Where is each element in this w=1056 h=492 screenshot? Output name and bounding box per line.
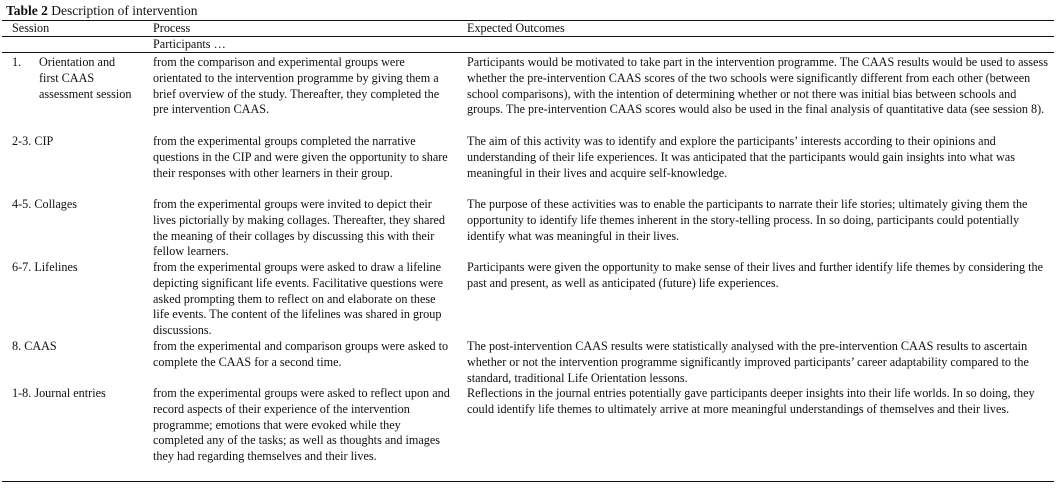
- outcome-cell: The aim of this activity was to identify and explore the participants’ interests according to their opinions and understanding of their life experiences. It was anticipated that the participants would gain insights into what was meaningful in their lives and acquire self-knowledge.: [467, 134, 1015, 180]
- table-caption: [6, 3, 198, 19]
- table-title: Description of intervention: [51, 3, 198, 18]
- outcome-cell: Reflections in the journal entries potentially gave participants deeper insights into their life worlds. In so doing, they could identify life themes to ultimately arrive at more meaningful understandings of themselves and their lives.: [467, 386, 1035, 416]
- outcome-cell: The purpose of these activities was to enable the participants to narrate their life stories; ultimately giving them the opportunity to identify life themes inherent in the story-telling process. In so doing, participants could potentially identify what was meaningful in their lives.: [467, 197, 1028, 243]
- session-label: 6-7. Lifelines: [12, 260, 78, 274]
- outcome-cell: Participants were given the opportunity to make sense of their lives and further identify life themes by considering the past and present, as well as anticipated (future) life experiences.: [467, 260, 1044, 290]
- session-label: Orientation and first CAAS assessment session: [39, 55, 132, 101]
- process-cell: from the experimental groups were asked to reflect upon and record aspects of their experience of the intervention programme; emotions that were evoked while they completed any of the tasks; as well as thoughts and images they had regarding themselves and their lives.: [153, 386, 450, 464]
- process-cell: from the experimental and comparison groups were asked to complete the CAAS for a second time.: [153, 339, 449, 369]
- session-label: 4-5. Collages: [12, 197, 77, 211]
- outcome-cell: The post-intervention CAAS results were statistically analysed with the pre-intervention CAAS results to ascertain whether or not the intervention programme significantly improved participants’ career adaptability compared to the standard, traditional Life Orientation lessons.: [467, 339, 1029, 385]
- header-process: Process: [153, 21, 191, 35]
- session-number: 1.: [12, 55, 22, 69]
- session-label: 1-8. Journal entries: [12, 386, 106, 400]
- process-cell: from the experimental groups were invited to depict their lives pictorially by making collages. Thereafter, they shared the meaning of their collages by discussing this with their fellow learners.: [153, 197, 446, 259]
- table-bottom-rule: [2, 481, 1054, 482]
- header-outcome: Expected Outcomes: [467, 21, 565, 35]
- process-cell: from the experimental groups completed the narrative questions in the CIP and were given the opportunity to share their responses with other learners in their group.: [153, 134, 448, 180]
- header-session: Session: [12, 21, 50, 35]
- subheader-rule: [2, 52, 1054, 53]
- subheader-process: Participants …: [153, 37, 226, 51]
- process-cell: from the comparison and experimental groups were orientated to the intervention programme by giving them a brief overview of the study. Thereafter, they completed the pre intervention CAAS.: [153, 55, 440, 117]
- process-cell: from the experimental groups were asked to draw a lifeline depicting significant life events. Facilitative questions were asked prompting them to reflect on and elaborate on these life events. The content of the lifelines was shared in group discussions.: [153, 260, 444, 338]
- session-label: 8. CAAS: [12, 339, 57, 353]
- session-label: 2-3. CIP: [12, 134, 54, 148]
- table-label: Table 2: [6, 3, 48, 18]
- table-row-session: [12, 55, 150, 102]
- outcome-cell: Participants would be motivated to take part in the intervention programme. The CAAS results would be used to assess whether the pre-intervention CAAS scores of the two schools were significantly different from each other (between school comparisons), with the intention of determining whether or not there was initial bias between schools and groups. The pre-intervention CAAS scores would also be used in the final analysis of quantitative data (see session 8).: [467, 55, 1048, 117]
